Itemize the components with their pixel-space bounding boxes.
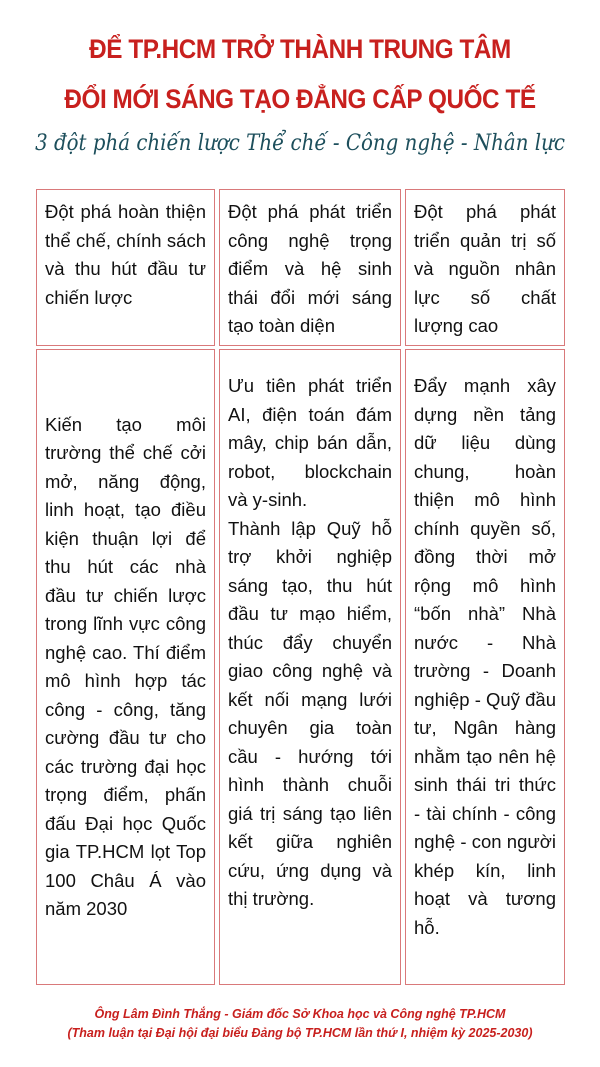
subtitle: 3 đột phá chiến lược Thể chế - Công nghệ - Nhân lực — [35, 131, 565, 156]
body-cell-text: Đẩy mạnh xây dựng nền tảng dữ liệu dùng chung, hoàn thiện mô hình chính quyền số, đồng thời mở rộng mô hình “bốn nhà” Nhà nước - Nhà trường - Doanh nghiệp - Quỹ đầu tư, Ngân hàng nhằm tạo nên hệ sinh thái tri thức - tài chính - công nghệ - con người khép kín, linh hoạt và tương hỗ. — [414, 375, 556, 938]
header-cell-human-resources — [405, 189, 565, 346]
title-line-1: ĐỂ TP.HCM TRỞ THÀNH TRUNG TÂM — [89, 34, 511, 64]
body-cell-paragraph-1: Ưu tiên phát triển AI, điện toán đám mây, chip bán dẫn, robot, blockchain và y-sinh. — [228, 375, 392, 510]
header-cell-text: Đột phá phát triển công nghệ trọng điểm và hệ sinh thái đổi mới sáng tạo toàn diện — [228, 201, 392, 336]
body-cell-institution — [36, 349, 215, 985]
footer-source: (Tham luận tại Đại hội đại biểu Đảng bộ TP.HCM lần thứ I, nhiệm kỳ 2025-2030) — [67, 1026, 533, 1040]
title-line-2: ĐỔI MỚI SÁNG TẠO ĐẲNG CẤP QUỐC TẾ — [64, 84, 536, 114]
header-cell-technology — [219, 189, 401, 346]
body-cell-technology — [219, 349, 401, 985]
footer-author: Ông Lâm Đình Thắng - Giám đốc Sở Khoa học và Công nghệ TP.HCM — [94, 1007, 506, 1021]
body-cell-paragraph-2: Thành lập Quỹ hỗ trợ khởi nghiệp sáng tạo, thu hút đầu tư mạo hiểm, thúc đẩy chuyển giao công nghệ và kết nối mạng lưới chuyên gia toàn cầu - hướng tới hình thành chuỗi giá trị sáng tạo liên kết giữa nghiên cứu, ứng dụng và thị trường. — [228, 517, 392, 909]
header-cell-institution — [36, 189, 215, 346]
header-cell-text: Đột phá phát triển quản trị số và nguồn nhân lực số chất lượng cao — [414, 201, 556, 336]
body-cell-human-resources — [405, 349, 565, 985]
header-cell-text: Đột phá hoàn thiện thể chế, chính sách và thu hút đầu tư chiến lược — [45, 201, 206, 308]
body-cell-text: Kiến tạo môi trường thể chế cởi mở, năng động, linh hoạt, tạo điều kiện thuận lợi để thu hút các nhà đầu tư chiến lược trong lĩnh vực công nghệ cao. Thí điểm mô hình hợp tác công - công, tăng cường đầu tư cho các trường đại học trọng điểm, phấn đấu Đại học Quốc gia TP.HCM lọt Top 100 Châu Á vào năm 2030 — [45, 413, 206, 919]
